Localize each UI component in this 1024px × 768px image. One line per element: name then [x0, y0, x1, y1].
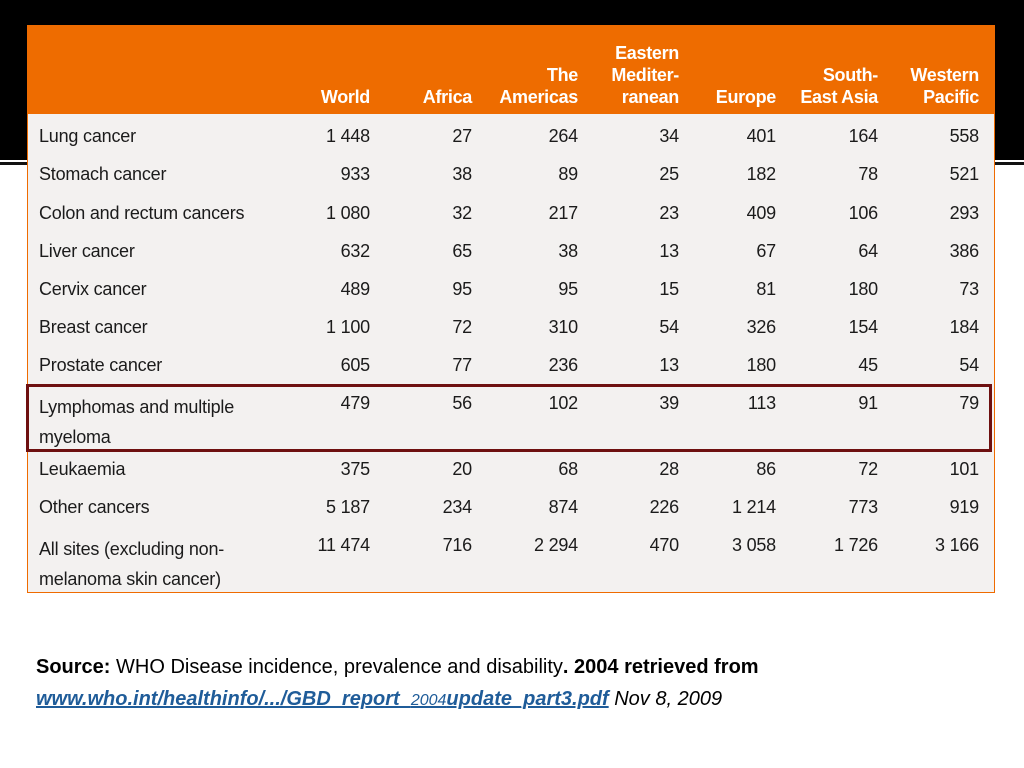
column-header-line: Americas	[499, 87, 578, 107]
column-header-line: Western	[910, 65, 979, 85]
table-cell: 2 294	[533, 535, 578, 555]
column-header-line: Europe	[715, 87, 776, 107]
column-header-line: South-	[822, 65, 878, 85]
table-cell: 773	[848, 497, 878, 517]
table-cell: 72	[858, 459, 878, 479]
table-cell: 154	[848, 317, 878, 337]
column-header-line: ranean	[621, 87, 679, 107]
table-cell: 81	[756, 279, 776, 299]
table-cell: 89	[558, 164, 578, 184]
source-date: Nov 8, 2009	[608, 688, 723, 710]
table-cell: 102	[548, 393, 578, 413]
table-cell: 13	[659, 355, 679, 375]
table-cell: 79	[959, 393, 979, 413]
table-cell: 23	[659, 203, 679, 223]
row-label	[39, 125, 299, 147]
source-text: WHO Disease incidence, prevalence and disability	[110, 656, 563, 678]
column-header	[839, 64, 979, 108]
table-cell: 38	[452, 164, 472, 184]
column-header-line: Africa	[422, 87, 472, 107]
table-cell: 386	[949, 241, 979, 261]
row-label	[39, 202, 299, 224]
source-retrieved: . 2004 retrieved from	[562, 656, 759, 678]
table-cell: 32	[452, 203, 472, 223]
table-cell: 45	[858, 355, 878, 375]
row-label	[39, 240, 299, 262]
table-cell: 293	[949, 203, 979, 223]
column-header-line: Pacific	[923, 87, 979, 107]
source-link[interactable]: www.who.int/healthinfo/.../GBD_report_2004update_part3.pdf	[36, 688, 609, 710]
table-cell: 54	[659, 317, 679, 337]
table-cell: 558	[949, 126, 979, 146]
table-cell: 15	[659, 279, 679, 299]
table-cell: 1 726	[833, 535, 878, 555]
table-cell: 375	[340, 459, 370, 479]
table-cell: 3 166	[934, 535, 979, 555]
table-cell: 38	[558, 241, 578, 261]
table-cell: 54	[959, 355, 979, 375]
table-cell: 3 058	[731, 535, 776, 555]
table-cell: 72	[452, 317, 472, 337]
table-cell: 25	[659, 164, 679, 184]
table-cell: 919	[949, 497, 979, 517]
table-cell: 521	[949, 164, 979, 184]
table-cell: 77	[452, 355, 472, 375]
row-label-line: Leukaemia	[39, 459, 126, 479]
table-cell: 180	[746, 355, 776, 375]
table-cell: 68	[558, 459, 578, 479]
table-header	[28, 26, 994, 114]
table-cell: 632	[340, 241, 370, 261]
table-cell: 65	[452, 241, 472, 261]
table-cell: 1 080	[325, 203, 370, 223]
table-cell: 182	[746, 164, 776, 184]
table-cell: 34	[659, 126, 679, 146]
table-cell: 78	[858, 164, 878, 184]
table-cell: 39	[659, 393, 679, 413]
row-label	[39, 163, 299, 185]
row-label	[39, 458, 299, 480]
table-cell: 326	[746, 317, 776, 337]
table-cell: 489	[340, 279, 370, 299]
row-label	[39, 278, 299, 300]
source-label: Source:	[36, 656, 111, 678]
row-label-line: Other cancers	[39, 497, 150, 517]
row-label-line: Breast cancer	[39, 317, 148, 337]
cancer-incidence-table	[27, 25, 995, 593]
table-cell: 470	[649, 535, 679, 555]
table-cell: 28	[659, 459, 679, 479]
table-cell: 73	[959, 279, 979, 299]
table-cell: 27	[452, 126, 472, 146]
table-cell: 164	[848, 126, 878, 146]
row-label	[39, 496, 299, 518]
highlighted-row-box	[26, 384, 992, 452]
table-cell: 1 448	[325, 126, 370, 146]
table-cell: 95	[452, 279, 472, 299]
table-cell: 20	[452, 459, 472, 479]
table-cell: 234	[442, 497, 472, 517]
table-cell: 1 214	[731, 497, 776, 517]
table-cell: 479	[340, 393, 370, 413]
row-label-line: Lymphomas and multiple	[39, 397, 235, 417]
table-cell: 101	[949, 459, 979, 479]
row-label-line: Colon and rectum cancers	[39, 203, 245, 223]
row-label-line: Cervix cancer	[39, 279, 147, 299]
column-header-line: Eastern	[615, 43, 679, 63]
table-cell: 64	[858, 241, 878, 261]
table-cell: 56	[452, 393, 472, 413]
row-label-line: Prostate cancer	[39, 355, 163, 375]
table-cell: 67	[756, 241, 776, 261]
table-cell: 91	[858, 393, 878, 413]
table-cell: 716	[442, 535, 472, 555]
column-header-line: World	[320, 87, 370, 107]
column-header-line: The	[546, 65, 578, 85]
row-label-line: Liver cancer	[39, 241, 135, 261]
table-cell: 106	[848, 203, 878, 223]
table-cell: 401	[746, 126, 776, 146]
row-label-line: All sites (excluding non-	[39, 539, 225, 559]
column-header-line: Mediter-	[611, 65, 679, 85]
table-cell: 217	[548, 203, 578, 223]
table-cell: 933	[340, 164, 370, 184]
row-label	[39, 316, 299, 338]
table-cell: 11 474	[317, 535, 370, 555]
table-cell: 236	[548, 355, 578, 375]
row-label	[39, 354, 299, 376]
table-cell: 310	[548, 317, 578, 337]
table-cell: 409	[746, 203, 776, 223]
table-cell: 264	[548, 126, 578, 146]
table-cell: 95	[558, 279, 578, 299]
column-header-line: East Asia	[800, 87, 878, 107]
table-cell: 5 187	[325, 497, 370, 517]
row-label-line: Lung cancer	[39, 126, 136, 146]
table-cell: 180	[848, 279, 878, 299]
table-cell: 605	[340, 355, 370, 375]
source-citation	[36, 651, 996, 717]
row-label-line: Stomach cancer	[39, 164, 167, 184]
table-cell: 874	[548, 497, 578, 517]
table-cell: 13	[659, 241, 679, 261]
row-label-line: melanoma skin cancer)	[39, 569, 221, 589]
row-label	[39, 534, 299, 594]
table-cell: 113	[747, 393, 776, 413]
table-cell: 226	[649, 497, 679, 517]
table-cell: 184	[949, 317, 979, 337]
row-label-line: myeloma	[39, 427, 111, 447]
table-cell: 1 100	[325, 317, 370, 337]
table-cell: 86	[756, 459, 776, 479]
